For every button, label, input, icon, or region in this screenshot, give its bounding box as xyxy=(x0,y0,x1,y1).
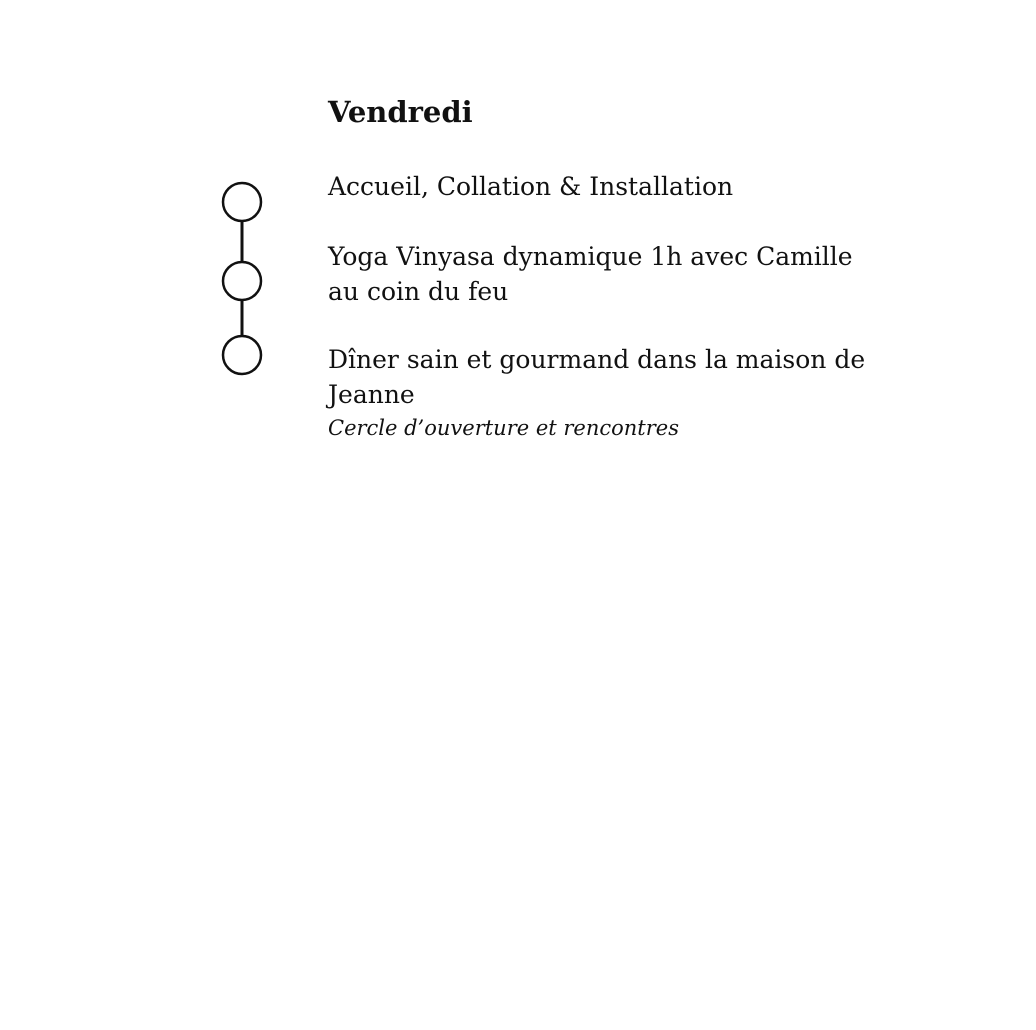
schedule-item-dinner-note: Cercle d’ouverture et rencontres xyxy=(328,416,679,440)
schedule-item-welcome: Accueil, Collation & Installation xyxy=(328,172,734,201)
timeline xyxy=(218,180,268,380)
timeline-node-2 xyxy=(223,262,261,300)
timeline-graphic xyxy=(218,180,268,380)
timeline-node-1 xyxy=(223,183,261,221)
timeline-node-3 xyxy=(223,336,261,374)
schedule-item-dinner: Dîner sain et gourmand dans la maison de Jeanne xyxy=(328,345,866,409)
day-title: Vendredi xyxy=(328,95,473,129)
schedule-item-yoga: Yoga Vinyasa dynamique 1h avec Camille au coin du feu xyxy=(328,242,853,306)
